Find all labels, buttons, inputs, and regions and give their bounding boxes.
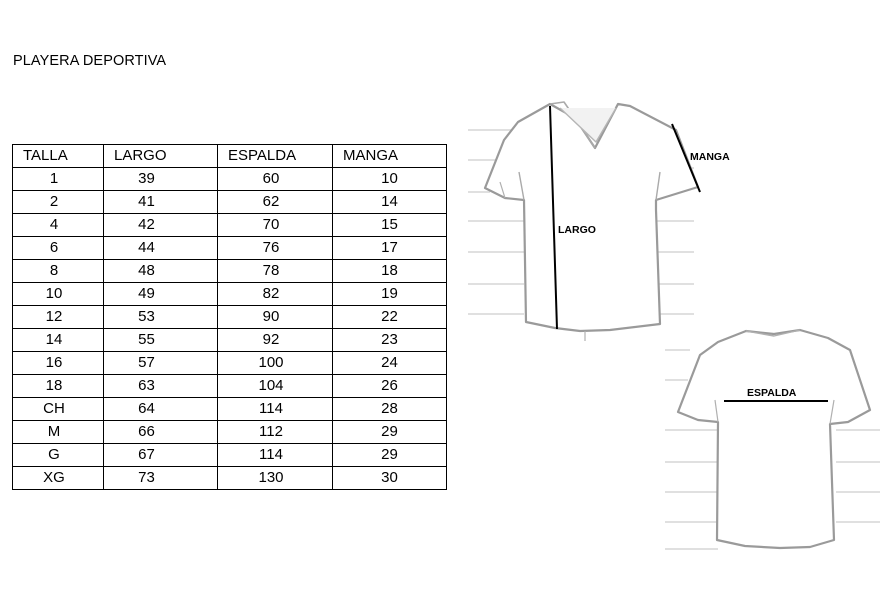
table-cell: 18 bbox=[13, 375, 104, 398]
table-cell: 73 bbox=[104, 467, 218, 490]
table-cell: 23 bbox=[333, 329, 447, 352]
table-cell: 114 bbox=[218, 398, 333, 421]
table-cell: 30 bbox=[333, 467, 447, 490]
table-cell: 90 bbox=[218, 306, 333, 329]
table-cell: 26 bbox=[333, 375, 447, 398]
table-cell: 29 bbox=[333, 421, 447, 444]
header-manga: MANGA bbox=[333, 145, 447, 168]
table-cell: 57 bbox=[104, 352, 218, 375]
table-cell: 92 bbox=[218, 329, 333, 352]
table-cell: 48 bbox=[104, 260, 218, 283]
table-cell: 42 bbox=[104, 214, 218, 237]
table-cell: 1 bbox=[13, 168, 104, 191]
table-cell: 10 bbox=[13, 283, 104, 306]
table-cell: 17 bbox=[333, 237, 447, 260]
table-cell: 22 bbox=[333, 306, 447, 329]
table-cell: 18 bbox=[333, 260, 447, 283]
table-cell: 60 bbox=[218, 168, 333, 191]
table-cell: 66 bbox=[104, 421, 218, 444]
table-cell: 49 bbox=[104, 283, 218, 306]
table-cell: 29 bbox=[333, 444, 447, 467]
table-cell: 28 bbox=[333, 398, 447, 421]
table-cell: 62 bbox=[218, 191, 333, 214]
table-cell: 55 bbox=[104, 329, 218, 352]
table-cell: 130 bbox=[218, 467, 333, 490]
page-title: PLAYERA DEPORTIVA bbox=[13, 53, 167, 69]
table-cell: 70 bbox=[218, 214, 333, 237]
table-cell: 63 bbox=[104, 375, 218, 398]
table-cell: M bbox=[13, 421, 104, 444]
table-cell: 76 bbox=[218, 237, 333, 260]
table-cell: 12 bbox=[13, 306, 104, 329]
table-cell: 19 bbox=[333, 283, 447, 306]
header-talla: TALLA bbox=[13, 145, 104, 168]
table-cell: 39 bbox=[104, 168, 218, 191]
table-cell: 6 bbox=[13, 237, 104, 260]
table-cell: 112 bbox=[218, 421, 333, 444]
table-cell: CH bbox=[13, 398, 104, 421]
table-cell: 67 bbox=[104, 444, 218, 467]
table-cell: 78 bbox=[218, 260, 333, 283]
espalda-label: ESPALDA bbox=[747, 387, 797, 399]
table-cell: 8 bbox=[13, 260, 104, 283]
table-cell: XG bbox=[13, 467, 104, 490]
table-cell: 53 bbox=[104, 306, 218, 329]
table-cell: 44 bbox=[104, 237, 218, 260]
table-cell: 100 bbox=[218, 352, 333, 375]
table-cell: 14 bbox=[333, 191, 447, 214]
table-cell: 15 bbox=[333, 214, 447, 237]
table-cell: 82 bbox=[218, 283, 333, 306]
table-cell: 41 bbox=[104, 191, 218, 214]
table-cell: 104 bbox=[218, 375, 333, 398]
table-cell: G bbox=[13, 444, 104, 467]
header-largo: LARGO bbox=[104, 145, 218, 168]
table-cell: 10 bbox=[333, 168, 447, 191]
header-espalda: ESPALDA bbox=[218, 145, 333, 168]
table-cell: 2 bbox=[13, 191, 104, 214]
largo-label: LARGO bbox=[558, 224, 596, 236]
table-cell: 14 bbox=[13, 329, 104, 352]
back-shirt bbox=[678, 330, 870, 548]
manga-label: MANGA bbox=[690, 151, 730, 163]
table-cell: 4 bbox=[13, 214, 104, 237]
table-cell: 64 bbox=[104, 398, 218, 421]
table-cell: 114 bbox=[218, 444, 333, 467]
table-cell: 24 bbox=[333, 352, 447, 375]
table-cell: 16 bbox=[13, 352, 104, 375]
